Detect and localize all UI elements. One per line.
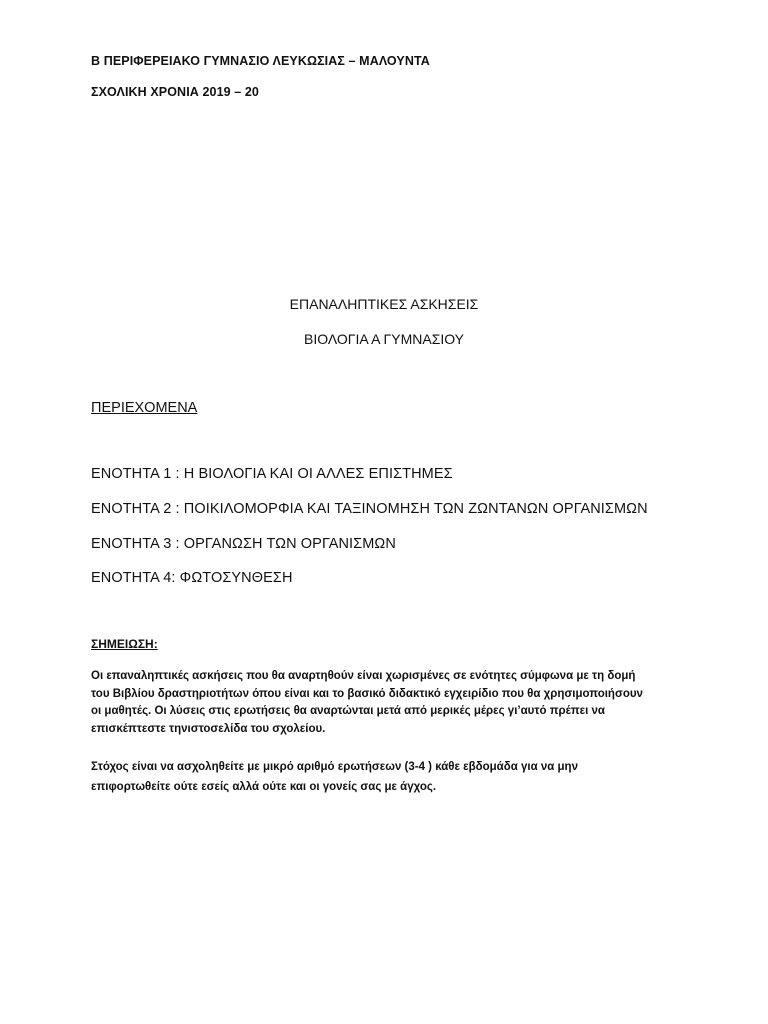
note-line: επισκέπτεστε τηνιστοσελίδα του σχολείου. — [91, 722, 326, 735]
goal-line: επιφορτωθείτε ούτε εσείς αλλά ούτε και οι γονείς σας με άγχος. — [91, 781, 437, 793]
note-line: του Βιβλίου δραστηριοτήτων όπου είναι και το βασικό διδακτικό εγχειρίδιο που θα χρησιμοποιήσουν — [91, 687, 643, 700]
contents-heading: ΠΕΡΙΕΧΟΜΕΝΑ — [91, 400, 198, 416]
contents-section-2: ΕΝΟΤΗΤΑ 2 : ΠΟΙΚΙΛΟΜΟΡΦΙΑ ΚΑΙ ΤΑΞΙΝΟΜΗΣΗ ΤΩΝ ΖΩΝΤΑΝΩΝ ΟΡΓΑΝΙΣΜΩΝ — [91, 501, 648, 517]
school-name: Β ΠΕΡΙΦΕΡΕΙΑΚΟ ΓΥΜΝΑΣΙΟ ΛΕΥΚΩΣΙΑΣ – ΜΑΛΟΥΝΤΑ — [91, 54, 430, 68]
note-line: οι μαθητές. Οι λύσεις στις ερωτήσεις θα αναρτώνται μετά από μερικές μέρες γι’αυτό πρέπει να — [91, 705, 605, 717]
contents-section-4: ΕΝΟΤΗΤΑ 4: ΦΩΤΟΣΥΝΘΕΣΗ — [91, 570, 293, 586]
note-line: Οι επαναληπτικές ασκήσεις που θα αναρτηθούν είναι χωρισμένες σε ενότητες σύμφωνα με τη δομή — [91, 670, 636, 682]
goal-line: Στόχος είναι να ασχοληθείτε με μικρό αριθμό ερωτήσεων (3-4 ) κάθε εβδομάδα για να μην — [91, 761, 578, 773]
document-title: ΕΠΑΝΑΛΗΠΤΙΚΕΣ ΑΣΚΗΣΕΙΣ — [289, 296, 479, 312]
contents-section-1: ΕΝΟΤΗΤΑ 1 : Η ΒΙΟΛΟΓΙΑ ΚΑΙ ΟΙ ΑΛΛΕΣ ΕΠΙΣΤΗΜΕΣ — [91, 466, 453, 482]
document-subtitle: ΒΙΟΛΟΓΙΑ Α ΓΥΜΝΑΣΙΟΥ — [303, 331, 465, 347]
school-year: ΣΧΟΛΙΚΗ ΧΡΟΝΙΑ 2019 – 20 — [91, 85, 259, 99]
note-heading: ΣΗΜΕΙΩΣΗ: — [91, 637, 158, 651]
goal-paragraph — [91, 757, 691, 797]
contents-section-3: ΕΝΟΤΗΤΑ 3 : ΟΡΓΑΝΩΣΗ ΤΩΝ ΟΡΓΑΝΙΣΜΩΝ — [91, 536, 396, 552]
note-paragraph — [91, 668, 691, 738]
